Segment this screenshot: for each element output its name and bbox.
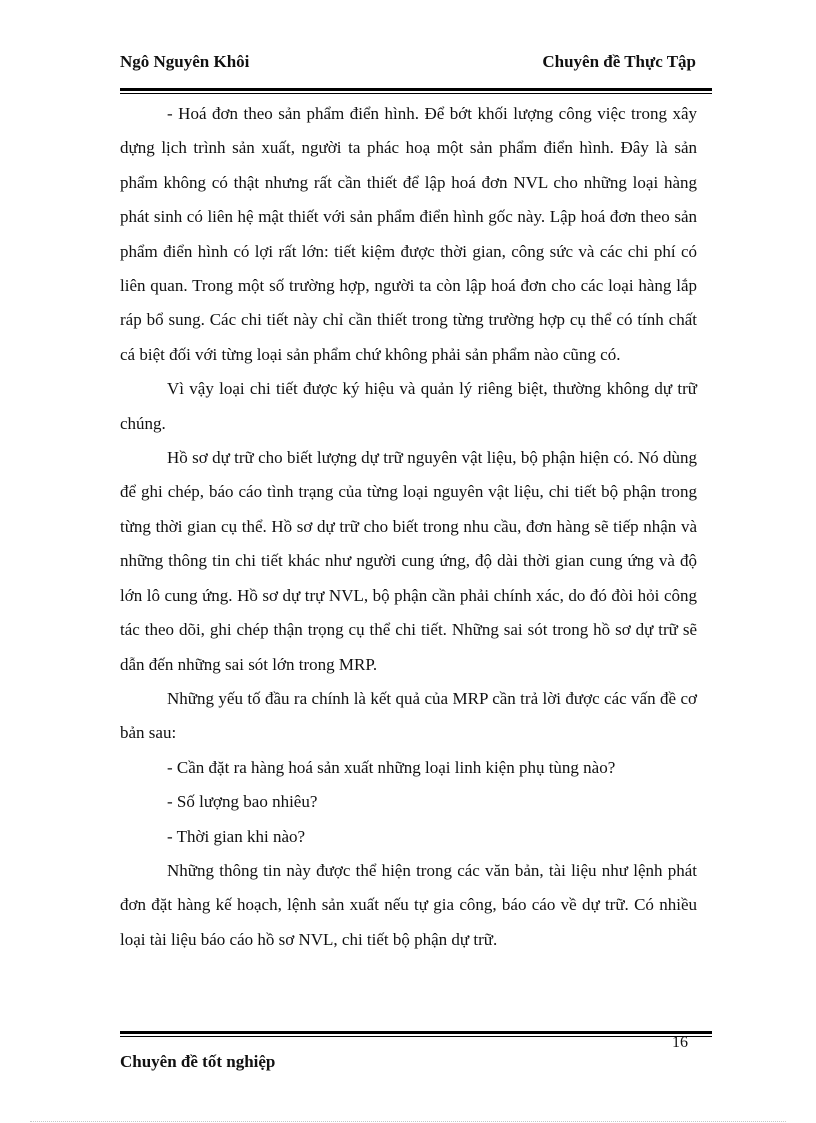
list-item: - Thời gian khi nào? xyxy=(167,826,306,846)
document-body xyxy=(120,97,697,957)
paragraph: Vì vậy loại chi tiết được ký hiệu và quản lý riêng biệt, thường không dự trữ chúng. xyxy=(120,379,697,433)
footer-label: Chuyên đề tốt nghiệp xyxy=(120,1052,276,1071)
header-author: Ngô Nguyên Khôi xyxy=(120,52,250,71)
header-title: Chuyên đề Thực Tập xyxy=(542,52,696,71)
page-number: 16 xyxy=(672,1034,688,1051)
page-edge-divider xyxy=(30,1121,786,1122)
list-item: - Cần đặt ra hàng hoá sản xuất những loại linh kiện phụ tùng nào? xyxy=(167,757,616,777)
list-item: - Số lượng bao nhiêu? xyxy=(167,792,318,812)
paragraph: - Hoá đơn theo sản phẩm điển hình. Để bớt khối lượng công việc trong xây dựng lịch trình sản xuất, người ta phác hoạ một sản phẩm điển hình. Đây là sản phẩm không có thật nhưng rất cần thiết để lập hoá đơn NVL cho những loại hàng phát sinh có liên hệ mật thiết với sản phẩm điển hình gốc này. Lập hoá đơn theo sản phẩm điển hình có lợi rất lớn: tiết kiệm được thời gian, công sức và các chi phí có liên quan. Trong một số trường hợp, người ta còn lập hoá đơn cho các loại hàng lắp ráp bổ sung. Các chi tiết này chỉ cần thiết trong từng trường hợp cụ thể có tính chất cá biệt đối với từng loại sản phẩm chứ không phải sản phẩm nào cũng có. xyxy=(120,104,697,364)
paragraph: Những thông tin này được thể hiện trong các văn bản, tài liệu như lệnh phát đơn đặt hàng kế hoạch, lệnh sản xuất nếu tự gia công, báo cáo về dự trữ. Có nhiều loại tài liệu báo cáo hồ sơ NVL, chi tiết bộ phận dự trữ. xyxy=(120,860,697,949)
paragraph: Hồ sơ dự trữ cho biết lượng dự trữ nguyên vật liệu, bộ phận hiện có. Nó dùng để ghi chép, báo cáo tình trạng của từng loại nguyên vật liệu, chi tiết bộ phận trong từng thời gian cụ thể. Hồ sơ dự trữ cho biết trong nhu cầu, đơn hàng sẽ tiếp nhận và những thông tin chi tiết khác như người cung ứng, độ dài thời gian cung ứng và độ lớn lô cung ứng. Hồ sơ dự trự NVL, bộ phận cần phải chính xác, do đó đòi hỏi công tác theo dõi, ghi chép thận trọng cụ thể chi tiết. Những sai sót trong hồ sơ dự trữ sẽ dẫn đến những sai sót lớn trong MRP. xyxy=(120,448,697,674)
paragraph: Những yếu tố đầu ra chính là kết quả của MRP cần trả lời được các vấn đề cơ bản sau: xyxy=(120,688,697,743)
header-rule xyxy=(120,88,712,94)
footer-rule xyxy=(120,1031,712,1037)
